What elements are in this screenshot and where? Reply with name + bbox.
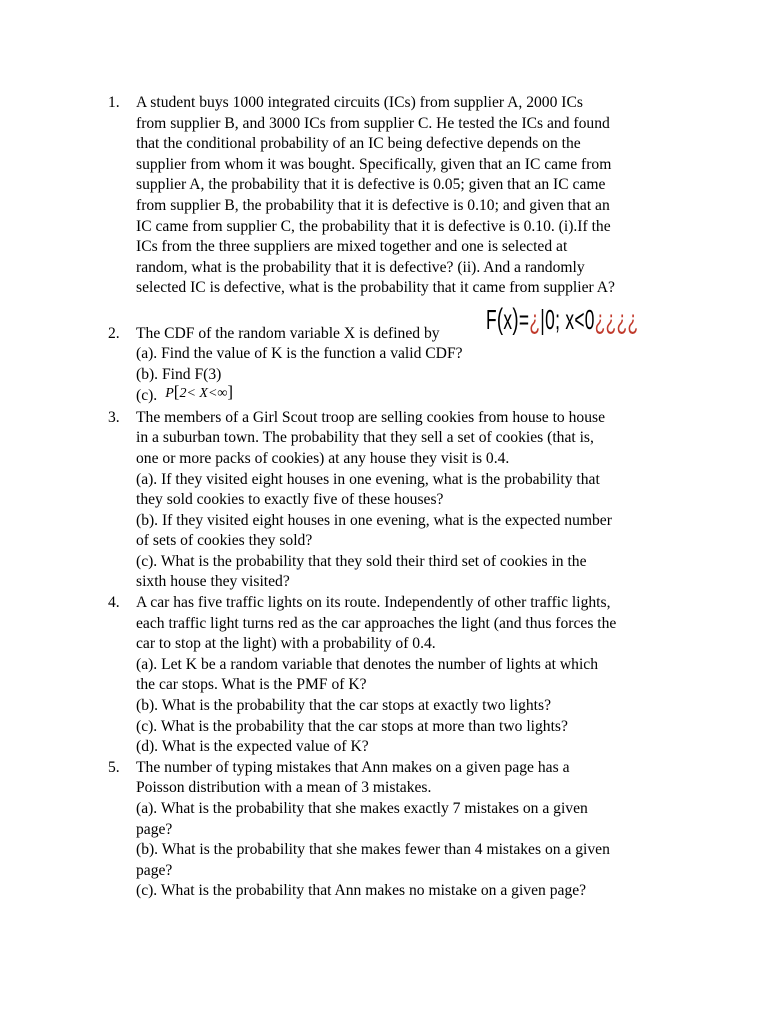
formula-equals: =: [518, 303, 530, 335]
formula-zero: 0: [584, 303, 595, 335]
formula-f: F: [486, 303, 497, 335]
expr-body: 2< X<∞: [179, 386, 228, 402]
question-line: The number of typing mistakes that Ann makes on a given page has a: [136, 758, 570, 776]
question-number: 3.: [108, 408, 120, 426]
question-line: (a). What is the probability that she makes exactly 7 mistakes on a given: [136, 800, 588, 817]
formula-zero-semicolon: 0; x: [545, 303, 575, 335]
cdf-intro-text: The CDF of the random variable X is defined by: [136, 324, 440, 342]
question-line: sixth house they visited?: [136, 573, 290, 591]
question-line: (c). What is the probability that Ann makes no mistake on a given page?: [136, 882, 587, 900]
question-line: The members of a Girl Scout troop are selling cookies from house to house: [136, 408, 606, 426]
formula-bar: |: [540, 303, 546, 335]
question-4: [108, 593, 684, 758]
question-part-c: [136, 382, 684, 408]
question-line: supplier from whom it was bought. Specifically, given that an IC came from: [136, 155, 612, 173]
question-1: [108, 93, 684, 299]
question-line: the car stops. What is the PMF of K?: [136, 676, 367, 694]
formula-missing-glyph: ¿: [529, 303, 541, 335]
question-line: from supplier B, the probability that it is defective is 0.10; and given that an: [136, 196, 610, 214]
question-number: 5.: [108, 758, 120, 776]
question-line: random, what is the probability that it is defective? (ii). And a randomly: [136, 258, 585, 276]
probability-expression: [165, 382, 234, 402]
question-line: (a). Let K be a random variable that denotes the number of lights at which: [136, 655, 599, 673]
cdf-formula-image: [486, 303, 638, 337]
question-line: that the conditional probability of an IC being defective depends on the: [136, 135, 581, 153]
question-line: Poisson distribution with a mean of 3 mistakes.: [136, 779, 432, 797]
formula-open-paren: (: [496, 302, 504, 336]
question-number: 4.: [108, 594, 120, 612]
question-line: page?: [136, 820, 173, 838]
question-line: (b). What is the probability that the car stops at exactly two lights?: [136, 697, 552, 715]
question-line: supplier A, the probability that it is defective is 0.05; given that an IC came: [136, 176, 606, 194]
question-line: (b). If they visited eight houses in one evening, what is the expected number: [136, 511, 612, 529]
question-line: (d). What is the expected value of K?: [136, 738, 369, 756]
question-line: A student buys 1000 integrated circuits (ICs) from supplier A, 2000 ICs: [136, 94, 583, 111]
question-line: each traffic light turns red as the car approaches the light (and thus forces the: [136, 614, 617, 632]
question-line: IC came from supplier C, the probability that it is defective is 0.10. (i).If the: [136, 217, 611, 235]
question-line: selected IC is defective, what is the probability that it came from supplier A?: [136, 279, 615, 297]
question-5: [108, 758, 684, 902]
question-line: (c). What is the probability that the car stops at more than two lights?: [136, 717, 568, 735]
question-line: page?: [136, 861, 173, 879]
expr-open-bracket: [: [173, 382, 180, 402]
question-3: [108, 408, 684, 593]
question-line: of sets of cookies they sold?: [136, 532, 313, 550]
question-2: [108, 302, 684, 408]
question-line: ICs from the three suppliers are mixed together and one is selected at: [136, 238, 568, 256]
question-part-a: (a). Find the value of K is the function a valid CDF?: [136, 344, 463, 362]
expr-p: P: [165, 386, 174, 402]
question-line: (c). What is the probability that they sold their third set of cookies in the: [136, 552, 587, 570]
formula-close-paren: ): [512, 302, 519, 336]
formula-less: <: [574, 303, 585, 335]
question-line: from supplier B, and 3000 ICs from supplier C. He tested the ICs and found: [136, 114, 610, 132]
question-line: in a suburban town. The probability that they sell a set of cookies (that is,: [136, 429, 594, 447]
question-number: 1.: [108, 94, 120, 111]
question-line: (a). If they visited eight houses in one evening, what is the probability that: [136, 470, 600, 488]
expr-close-bracket: ]: [227, 382, 234, 402]
question-line: they sold cookies to exactly five of these houses?: [136, 491, 444, 509]
question-list: [108, 93, 684, 902]
question-number: 2.: [108, 324, 120, 342]
question-line: (b). What is the probability that she makes fewer than 4 mistakes on a given: [136, 841, 610, 859]
question-line: car to stop at the light) with a probability of 0.4.: [136, 635, 436, 653]
question-line: one or more packs of cookies) at any house they visit is 0.4.: [136, 449, 510, 467]
cdf-definition: [136, 302, 684, 344]
formula-missing-glyphs: ¿¿¿¿: [594, 303, 639, 335]
formula-x: x: [503, 303, 513, 335]
question-line: A car has five traffic lights on its route. Independently of other traffic lights,: [136, 594, 611, 612]
question-part-b: (b). Find F(3): [136, 365, 222, 383]
part-c-label: (c).: [136, 387, 158, 405]
